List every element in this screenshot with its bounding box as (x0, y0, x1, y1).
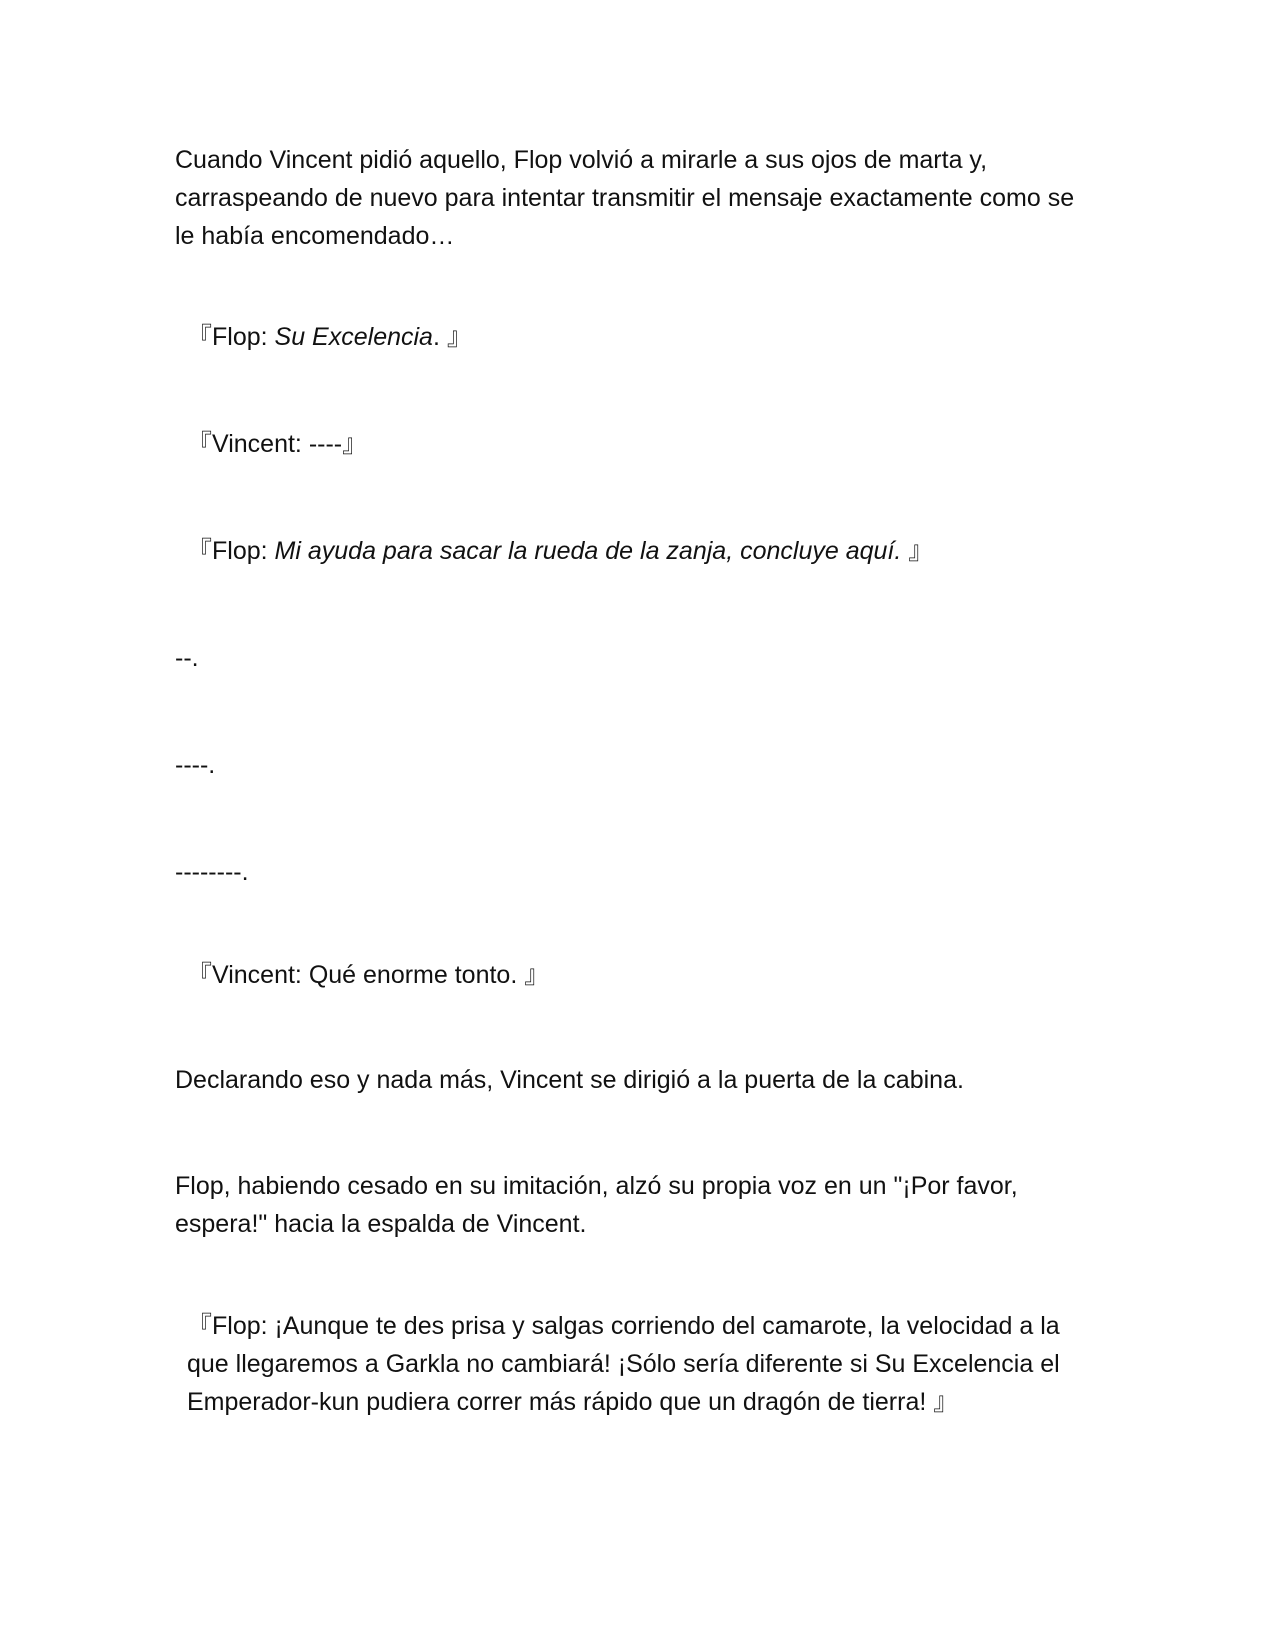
narration-paragraph: Declarando eso y nada más, Vincent se dirigió a la puerta de la cabina. (175, 1066, 964, 1094)
dialogue-line-vincent: 『Vincent: Qué enorme tonto. 』 (187, 961, 550, 989)
dialogue-close: 』 (901, 537, 934, 565)
scene-separator: --------. (175, 858, 249, 886)
dialogue-speaker: 『Flop: (187, 323, 275, 351)
dialogue-line-vincent: 『Vincent: ----』 (187, 430, 368, 458)
scene-separator: --. (175, 644, 199, 672)
dialogue-italic-text: Su Excelencia (274, 323, 433, 351)
narration-paragraph: Cuando Vincent pidió aquello, Flop volvió a mirarle a sus ojos de marta y, carraspeando de nuevo para intentar transmitir el mensaje exactamente como se le había encomendado… (175, 146, 1075, 250)
dialogue-close: . 』 (432, 323, 472, 351)
scene-separator: ----. (175, 751, 216, 779)
dialogue-italic-text: Mi ayuda para sacar la rueda de la zanja, concluye aquí. (274, 537, 902, 565)
dialogue-line-flop (187, 318, 1087, 356)
narration-paragraph: Flop, habiendo cesado en su imitación, alzó su propia voz en un "¡Por favor, espera!" hacia la espalda de Vincent. (175, 1172, 1018, 1238)
dialogue-line-flop (187, 532, 1087, 570)
dialogue-speaker: 『Flop: (187, 537, 275, 565)
dialogue-line-flop: 『Flop: ¡Aunque te des prisa y salgas corriendo del camarote, la velocidad a la que llegaremos a Garkla no cambiará! ¡Sólo sería diferente si Su Excelencia el Emperador-kun pudiera correr más rápido que un dragón de tierra! 』 (187, 1312, 1060, 1416)
